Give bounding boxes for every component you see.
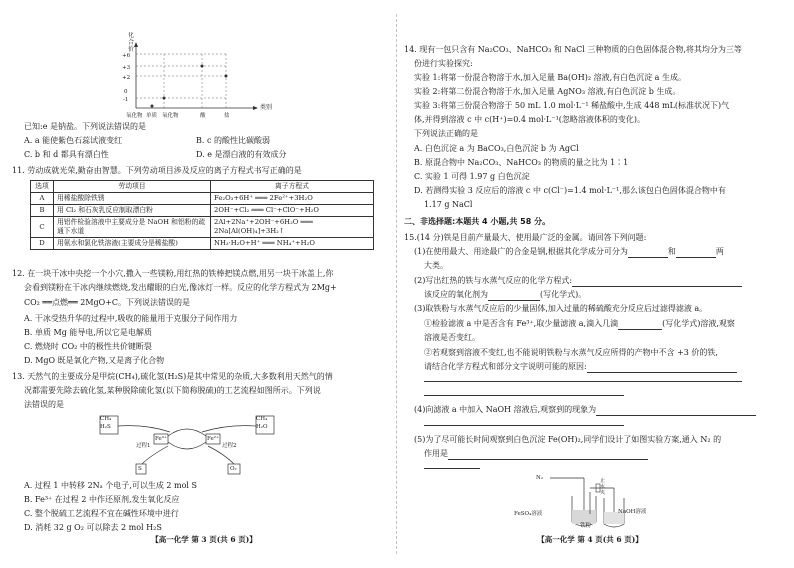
page-divider [396, 14, 397, 554]
q13-line1: 13. 天然气的主要成分是甲烷(CH₄),硫化氢(H₂S)是其中常见的杂质,大多数利用天然气的情 [12, 372, 333, 381]
table-cell: Fe₂O₃+6H⁺ ═══ 2Fe²⁺+3H₂O [211, 193, 374, 205]
table-cell: 用氨水和氯化铁溶液(主要成分是稀盐酸) [54, 238, 211, 250]
q10-option-d: D. e 是漂白液的有效成分 [196, 150, 287, 159]
answer-line[interactable] [424, 416, 624, 426]
q15-2b [424, 289, 586, 301]
q14-exp3: 实验 3:将第三份混合物溶于 50 mL 1.0 mol·L⁻¹ 稀盐酸中,生成 448 mL(标准状况下)气 [414, 101, 730, 110]
q13-option-b: B. Fe³⁺ 在过程 2 中作还原剂,发生氧化反应 [24, 495, 180, 504]
table-row [31, 193, 374, 205]
q13-line3: 法错误的是 [24, 400, 64, 409]
diagram-o2: O₂ [230, 466, 237, 472]
q15-2a [414, 275, 742, 287]
table-cell: 用铝件检验溶液中主要成分是 NaOH 和铝粉的疏通下水道 [54, 217, 211, 238]
q15-2b-text: 该反应的氧化剂为 [424, 290, 488, 299]
chart-ytick: +3 [122, 65, 131, 71]
diagram-fe2: Fe²⁺ [207, 436, 219, 442]
q15-2-text: (2)写出红热的铁与水蒸气反应的化学方程式: [414, 276, 573, 285]
apparatus-fe-label: 铁粉 [580, 523, 592, 529]
apparatus-feso4-label: FeSO₄溶液 [514, 511, 543, 517]
left-page [12, 0, 384, 568]
chart-ytick: +6 [122, 53, 131, 59]
apparatus-stopper-label: 止水夹 [600, 478, 606, 496]
q13-option-a: A. 过程 1 中转移 2Nₐ 个电子,可以生成 2 mol S [24, 481, 198, 490]
q15-3-ii-text: 请结合化学方程式和部分文字说明可能的原因: [424, 362, 587, 371]
answer-blank[interactable] [618, 320, 662, 330]
answer-blank[interactable] [488, 291, 540, 301]
table-header: 选项 [31, 181, 54, 193]
table-header-row [31, 181, 374, 193]
answer-blank[interactable] [596, 406, 756, 416]
chart-ytick: 0 [124, 89, 128, 95]
q14-exp2: 实验 2:将第二份混合物溶于水,加入足量 AgNO₃ 溶液,有白色沉淀 b 生成。 [414, 87, 681, 96]
table-cell: B [31, 205, 54, 217]
chart-xcat: 酸 [200, 113, 206, 119]
answer-blank[interactable] [676, 248, 716, 258]
q14-option-d-cont: 1.17 g NaCl [424, 200, 473, 209]
q15-5b-text: 作用是 [424, 449, 448, 458]
answer-line[interactable] [424, 372, 742, 382]
q12-line3: CO₂ ══点燃══ 2MgO+C。下列说法错误的是 [24, 298, 191, 307]
q15-1-and: 和 [667, 247, 676, 256]
q11-stem: 11. 劳动成就光荣,勤奋由智慧。下列劳动项目涉及反应的离子方程式书写正确的是 [12, 166, 302, 175]
q14-option-b: B. 原混合物中 Na₂CO₃、NaHCO₃ 的物质的量之比为 1∶1 [414, 158, 629, 167]
q12-line1: 12. 在一块干冰中央挖一个小穴,撒入一些镁粉,用红热的铁棒把镁点燃,用另一块干冰盖上,你 [12, 269, 334, 278]
q12-option-c: C. 燃烧时 CO₂ 中的极性共价键断裂 [24, 342, 152, 351]
q15-3-i [424, 318, 735, 330]
answer-line[interactable] [424, 459, 480, 469]
table-cell: 2Al+2Na⁺+2OH⁻+6H₂O ═══ 2Na[Al(OH)₄]+3H₂↑ [211, 217, 374, 238]
q12-option-a: A. 干冰受热升华的过程中,吸收的能量用于克服分子间作用力 [24, 314, 238, 323]
q15-5a: (5)为了尽可能长时间观察到白色沉淀 Fe(OH)₂,同学们设计了如图实验方案,通入 N₂ 的 [414, 435, 722, 444]
page-footer-left: 【高一化学 第 3 页(共 6 页)】 [151, 535, 257, 544]
q13-line2: 况都需要先除去硫化氢,某种脱除硫化氢(以下简称脱硫)的工艺流程如图所示。下列说 [24, 386, 321, 395]
apparatus-n2-label: N₂ [536, 475, 544, 481]
q15-1-text: (1)在使用最大、用途最广的合金是钢,根据其化学成分可分为 [414, 247, 628, 256]
table-cell: 用 Cl₂ 和石灰乳反应制取漂白粉 [54, 205, 211, 217]
q15-3-ii: ②若观察到溶液不变红,也不能说明铁粉与水蒸气反应所得的产物中不含 +3 价的铁, [424, 348, 718, 357]
chart-ytick: +2 [122, 75, 131, 81]
chart-xcat: 氧化物 [126, 113, 143, 119]
diagram-process-2: 过程2 [222, 443, 237, 449]
q10-option-b: B. c 的酸性比碳酸弱 [196, 136, 270, 145]
q15-3-i-text2: (写化学式)溶液,观察 [662, 319, 735, 328]
q15-3: (3)取铁粉与水蒸气反应后的少量固体,加入过量的稀硫酸充分反应后过滤得滤液 a。 [414, 304, 708, 313]
table-cell: 用稀盐酸除铁锈 [54, 193, 211, 205]
desulfurization-diagram [98, 414, 278, 476]
q15-3-i-cont: 溶液是否变红。 [424, 333, 480, 342]
table-cell: C [31, 217, 54, 238]
answer-line[interactable] [424, 386, 624, 396]
diagram-s: S [138, 466, 142, 472]
table-row [31, 205, 374, 217]
q14-option-d: D. 若测得实验 3 反应后的溶液 c 中 c(Cl⁻)=1.4 mol·L⁻¹,那么该包白色固体混合物中有 [414, 186, 726, 195]
q10-option-c: C. b 和 d 都具有漂白性 [24, 150, 109, 159]
q14-line2: 份进行实验探究: [414, 59, 473, 68]
q10-stem: 已知:e 是钠盐。下列说法错误的是 [24, 122, 146, 131]
q15-2c-text: (写化学式)。 [540, 290, 587, 299]
q13-option-d: D. 消耗 32 g O₂ 可以除去 2 mol H₂S [24, 523, 162, 532]
answer-blank[interactable] [628, 248, 668, 258]
q12-option-d: D. MgO 既是氧化产物,又是离子化合物 [24, 356, 165, 365]
q14-exp1: 实验 1:将第一份混合物溶于水,加入足量 Ba(OH)₂ 溶液,有白色沉淀 a 生成。 [414, 73, 686, 82]
q15-4-text: (4)向滤液 a 中加入 NaOH 溶液后,观察到的现象为 [414, 405, 597, 414]
table-row [31, 217, 374, 238]
table-row [31, 238, 374, 250]
table-cell: A [31, 193, 54, 205]
q15-1a [414, 246, 724, 258]
q12-line2: 会看到镁粉在干冰内继续燃烧,发出耀眼的白光,像冰灯一样。反应的化学方程式为 2Mg+ [24, 283, 337, 292]
q15-line1: 15.(14 分)铁是目前产量最大、使用最广泛的金属。请回答下列问题: [404, 233, 647, 242]
diagram-process-1: 过程1 [136, 443, 151, 449]
apparatus-naoh-label: NaOH溶液 [618, 509, 647, 515]
chart-xcat: 单质 [146, 113, 158, 119]
chart-ylabel: 化合价 [128, 32, 135, 53]
chart-xcat: 盐 [224, 113, 230, 119]
chart-ytick: -1 [123, 97, 129, 103]
q14-option-c: C. 实验 1 可得 1.97 g 白色沉淀 [414, 172, 530, 181]
table-cell: D [31, 238, 54, 250]
chart-xcat: 氧化物 [162, 113, 179, 119]
diagram-fe3: Fe³⁺ [155, 436, 167, 442]
diagram-top-right: CH₄ H₂O [256, 416, 268, 430]
q12-option-b: B. 单质 Mg 能导电,所以它是电解质 [24, 328, 152, 337]
q14-option-a: A. 白色沉淀 a 为 BaCO₃,白色沉淀 b 为 AgCl [414, 144, 579, 153]
table-header: 离子方程式 [211, 181, 374, 193]
q14-stem: 下列说法正确的是 [414, 129, 478, 138]
table-cell: NH₃·H₂O+H⁺ ═══ NH₄⁺+H₂O [211, 238, 374, 250]
chart-xlabel: 类别 [260, 104, 273, 111]
q15-3-i-text: ①检验滤液 a 中是否含有 Fe³⁺,取少量滤液 a,滴入几滴 [424, 319, 619, 328]
right-page [404, 0, 776, 568]
q15-1-end: 两 [715, 247, 724, 256]
q13-option-c: C. 整个脱硫工艺流程不宜在碱性环境中进行 [24, 509, 179, 518]
q15-1b: 大类。 [424, 261, 448, 270]
apparatus-diagram [544, 470, 647, 532]
q14-line1: 14. 现有一包只含有 Na₂CO₃、NaHCO₃ 和 NaCl 三种物质的白色固体混合物,将其均分为三等 [404, 45, 742, 54]
q15-4 [414, 404, 756, 416]
q14-exp3b: 体,并得到溶液 c 中 c(H⁺)=0.4 mol·L⁻¹(忽略溶液体积的变化)。 [414, 115, 646, 124]
labor-table [30, 180, 374, 250]
diagram-top-left: CH₄ H₂S [100, 416, 112, 430]
table-header: 劳动项目 [54, 181, 211, 193]
q10-option-a: A. a 能使紫色石蕊试液变红 [24, 136, 123, 145]
section-two-heading: 二、非选择题:本题共 4 小题,共 58 分。 [404, 217, 551, 226]
page-footer-right: 【高一化学 第 4 页(共 6 页)】 [537, 535, 643, 544]
table-cell: 2OH⁻+Cl₂ ═══ Cl⁻+ClO⁻+H₂O [211, 205, 374, 217]
answer-blank[interactable] [572, 277, 742, 287]
